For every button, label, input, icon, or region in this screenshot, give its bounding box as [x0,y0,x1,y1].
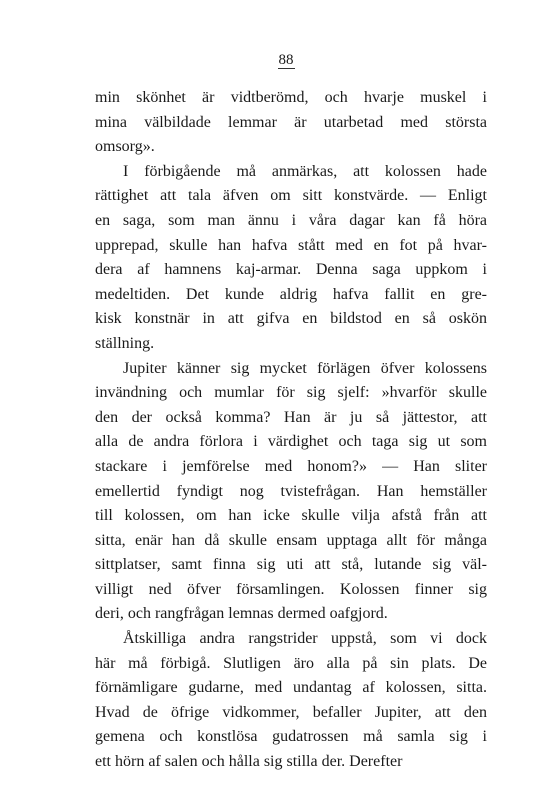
page-number-text: 88 [278,52,294,68]
text-line: ett hörn af salen och hålla sig stilla der. Derefter [95,753,403,771]
text-line: en saga, som man ännu i våra dagar kan få höra [95,211,487,229]
text-line: till kolossen, om han icke skulle vilja afstå från att [95,507,487,525]
text-line: gemena och konstlösa gudatrossen må samla sig i [95,728,487,746]
text-line: ställning. [95,334,155,352]
text-line: villigt ned öfver församlingen. Kolossen finner sig [95,580,487,598]
text-line: alla de andra förlora i värdighet och taga sig ut som [95,433,487,451]
text-line: här må förbigå. Slutligen äro alla på sin plats. De [95,654,487,672]
text-line: medeltiden. Det kunde aldrig hafva fallit en gre- [95,285,487,303]
text-line: Hvad de öfrige vidkommer, befaller Jupiter, att den [95,703,487,721]
body-text [95,86,487,775]
text-line: upprepad, skulle han hafva stått med en fot på hvar- [95,236,487,254]
text-line: omsorg». [95,138,155,156]
text-line: stackare i jemförelse med honom?» — Han sliter [95,457,487,475]
paragraph [95,160,487,357]
text-line: rättighet att tala äfven om sitt konstvärde. — Enligt [95,187,487,205]
text-line: kisk konstnär in att gifva en bildstod en så oskön [95,310,487,328]
text-line: mina välbildade lemmar är utarbetad med största [95,113,487,131]
text-line: Jupiter känner sig mycket förlägen öfver kolossens [123,359,487,377]
text-line: sitta, enär han då skulle ensam upptaga allt för många [95,531,487,549]
text-line: dera af hamnens kaj-armar. Denna saga uppkom i [95,261,487,279]
text-line: emellertid fyndigt nog tvistefrågan. Han hemställer [95,482,487,500]
text-line: den der också komma? Han är ju så jättestor, att [95,408,487,426]
text-line: I förbigående må anmärkas, att kolossen hade [123,162,487,180]
page-number [0,51,560,69]
text-line: deri, och rangfrågan lemnas dermed oafgjord. [95,605,388,623]
paragraph [95,357,487,628]
text-line: förnämligare gudarne, med undantag af kolossen, sitta. [95,679,487,697]
paragraph [95,627,487,775]
text-line: invändning och mumlar för sig sjelf: »hvarför skulle [95,384,487,402]
text-line: sittplatser, samt finna sig uti att stå, lutande sig väl- [95,556,487,574]
paragraph [95,86,487,160]
text-line: Åtskilliga andra rangstrider uppstå, som vi dock [123,630,487,648]
text-line: min skönhet är vidtberömd, och hvarje muskel i [95,89,487,106]
